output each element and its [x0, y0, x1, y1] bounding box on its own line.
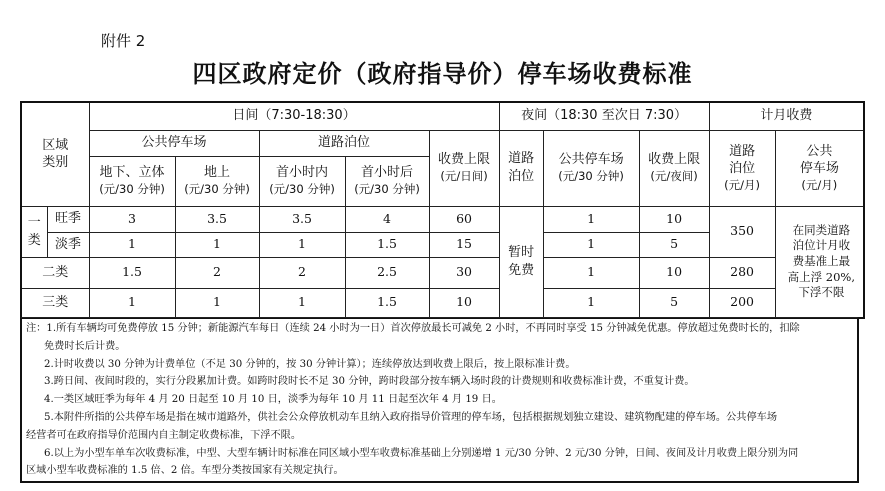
note-2: 2.计时收费以 30 分钟为计费单位（不足 30 分钟的，按 30 分钟计算）；连续停放达到收费上限后，按上限标准计费。	[44, 358, 576, 370]
monthly-public-lot-note: 在同类道路 泊位计月收 费基准上最 高上浮 20%, 下浮不限	[775, 206, 864, 318]
table-row	[21, 288, 864, 318]
note-5: 5.本附件所指的公共停车场是指在城市道路外，供社会公众停放机动车且纳入政府指导价管理的停车场，包括根据规划独立建设、建筑物配建的停车场。公共停车场	[44, 411, 778, 423]
night-road-header: 道路 泊位	[499, 130, 543, 206]
note-6-cont: 区域小型车收费标准的 1.5 倍、2 倍。车型分类按国家有关规定执行。	[26, 465, 344, 477]
note-5-cont: 经营者可在政府指导价范围内自主制定收费标准，下浮不限。	[26, 429, 302, 441]
class-3-label: 三类	[21, 288, 89, 318]
table-cell: 1	[543, 206, 639, 232]
table-cell: 60	[429, 206, 499, 232]
after-first-hour-header: 首小时后 (元/30 分钟)	[345, 156, 429, 206]
table-cell: 350	[709, 206, 775, 257]
monthly-road-header: 道路 泊位 (元/月)	[709, 130, 775, 206]
table-cell: 1.5	[345, 288, 429, 318]
class-1-label: 一类	[21, 206, 47, 257]
note-3: 3.跨日间、夜间时段的，实行分段累加计费。如跨时段时长不足 30 分钟，跨时段部分按车辆入场时段的计费规则和收费标准计费，不重复计费。	[44, 376, 695, 388]
table-cell: 5	[639, 232, 709, 257]
table-cell: 30	[429, 257, 499, 288]
table-cell: 1	[543, 257, 639, 288]
ground-header: 地上 (元/30 分钟)	[175, 156, 259, 206]
fee-standard-table	[20, 101, 865, 319]
table-cell: 10	[639, 257, 709, 288]
table-row	[21, 257, 864, 288]
table-cell: 2	[175, 257, 259, 288]
document-title: 四区政府定价（政府指导价）停车场收费标准	[192, 60, 693, 88]
table-cell: 5	[639, 288, 709, 318]
table-cell: 1	[543, 288, 639, 318]
day-cap-header: 收费上限 (元/日间)	[429, 130, 499, 206]
table-cell: 3	[89, 206, 175, 232]
underground-header: 地下、立体 (元/30 分钟)	[89, 156, 175, 206]
note-1-cont: 免费时长后计费。	[44, 340, 126, 352]
monthly-public-lot-header: 公共 停车场 (元/月)	[775, 130, 864, 206]
table-cell: 200	[709, 288, 775, 318]
table-cell: 1	[89, 232, 175, 257]
table-cell: 1	[89, 288, 175, 318]
table-cell: 1.5	[89, 257, 175, 288]
first-hour-header: 首小时内 (元/30 分钟)	[259, 156, 345, 206]
note-6: 6.以上为小型车单车次收费标准，中型、大型车辆计时标准在同区域小型车收费标准基础上分别递增 1 元/30 分钟、2 元/30 分钟，日间、夜间及计月收费上限分别为同	[44, 447, 799, 459]
table-row	[21, 206, 864, 232]
table-cell: 1	[259, 288, 345, 318]
class-2-label: 二类	[21, 257, 89, 288]
night-header: 夜间（18:30 至次日 7:30）	[499, 102, 709, 130]
notes-section	[20, 317, 859, 483]
day-road-header: 道路泊位	[259, 130, 429, 156]
table-cell: 3.5	[175, 206, 259, 232]
table-cell: 2	[259, 257, 345, 288]
night-public-lot-header: 公共停车场 (元/30 分钟)	[543, 130, 639, 206]
off-season-label: 淡季	[47, 232, 89, 257]
day-public-lot-header: 公共停车场	[89, 130, 259, 156]
table-cell: 2.5	[345, 257, 429, 288]
table-cell: 15	[429, 232, 499, 257]
table-cell: 1.5	[345, 232, 429, 257]
region-header: 区域 类别	[21, 102, 89, 206]
attachment-label: 附件 2	[101, 32, 146, 50]
table-cell: 1	[175, 288, 259, 318]
note-4: 4.一类区域旺季为每年 4 月 20 日起至 10 月 10 日，淡季为每年 10 月 11 日起至次年 4 月 19 日。	[44, 394, 502, 406]
night-road-free: 暂时 免费	[499, 206, 543, 318]
peak-season-label: 旺季	[47, 206, 89, 232]
table-cell: 1	[543, 232, 639, 257]
table-cell: 3.5	[259, 206, 345, 232]
table-cell: 1	[175, 232, 259, 257]
monthly-header: 计月收费	[709, 102, 864, 130]
day-header: 日间（7:30-18:30）	[89, 102, 499, 130]
table-cell: 10	[429, 288, 499, 318]
table-cell: 4	[345, 206, 429, 232]
note-1: 注：1.所有车辆均可免费停放 15 分钟；新能源汽车每日（连续 24 小时为一日）首次停放最长可减免 2 小时，不再同时享受 15 分钟减免优惠。停放超过免费时长的，扣除	[26, 323, 800, 334]
table-cell: 1	[259, 232, 345, 257]
table-cell: 10	[639, 206, 709, 232]
table-cell: 280	[709, 257, 775, 288]
night-cap-header: 收费上限 (元/夜间)	[639, 130, 709, 206]
